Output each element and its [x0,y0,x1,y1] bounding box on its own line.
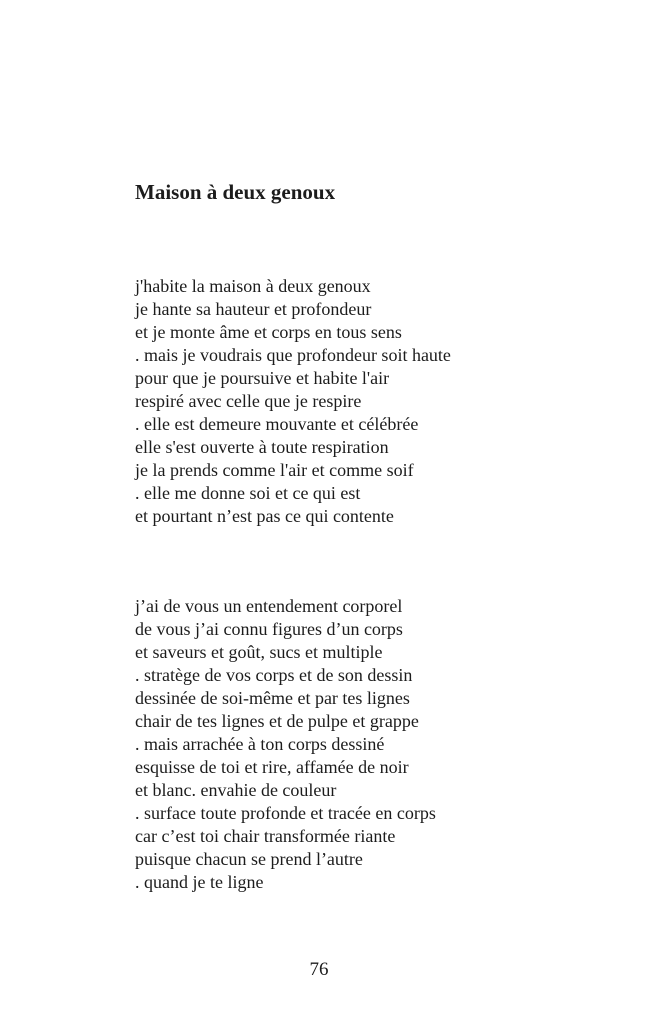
stanza-2 [135,595,436,894]
poem-line: j'habite la maison à deux genoux [135,276,371,296]
poem-line: je hante sa hauteur et profondeur [135,299,372,319]
poem-line: . stratège de vos corps et de son dessin [135,665,413,685]
poem-line: et je monte âme et corps en tous sens [135,322,402,342]
poem-line: . elle me donne soi et ce qui est [135,483,361,503]
poem-line: j’ai de vous un entendement corporel [135,596,403,616]
poem-line: car c’est toi chair transformée riante [135,826,396,846]
poem-line: et saveurs et goût, sucs et multiple [135,642,383,662]
poem-line: puisque chacun se prend l’autre [135,849,363,869]
poem-line: je la prends comme l'air et comme soif [135,460,414,480]
poem-line: . mais arrachée à ton corps dessiné [135,734,385,754]
poem-line: respiré avec celle que je respire [135,391,362,411]
poem-line: . quand je te ligne [135,872,264,892]
poem-line: esquisse de toi et rire, affamée de noir [135,757,409,777]
poem-line: . elle est demeure mouvante et célébrée [135,414,419,434]
poem-line: dessinée de soi-même et par tes lignes [135,688,410,708]
stanza-1 [135,275,451,528]
poem-line: . surface toute profonde et tracée en corps [135,803,436,823]
poem-line: pour que je poursuive et habite l'air [135,368,390,388]
page-number: 76 [309,959,329,980]
poem-line: de vous j’ai connu figures d’un corps [135,619,403,639]
poem-line: chair de tes lignes et de pulpe et grappe [135,711,419,731]
poem-line: . mais je voudrais que profondeur soit haute [135,345,451,365]
poem-line: elle s'est ouverte à toute respiration [135,437,389,457]
poem-line: et pourtant n’est pas ce qui contente [135,506,394,526]
poem-line: et blanc. envahie de couleur [135,780,337,800]
poem-title: Maison à deux genoux [135,180,336,204]
